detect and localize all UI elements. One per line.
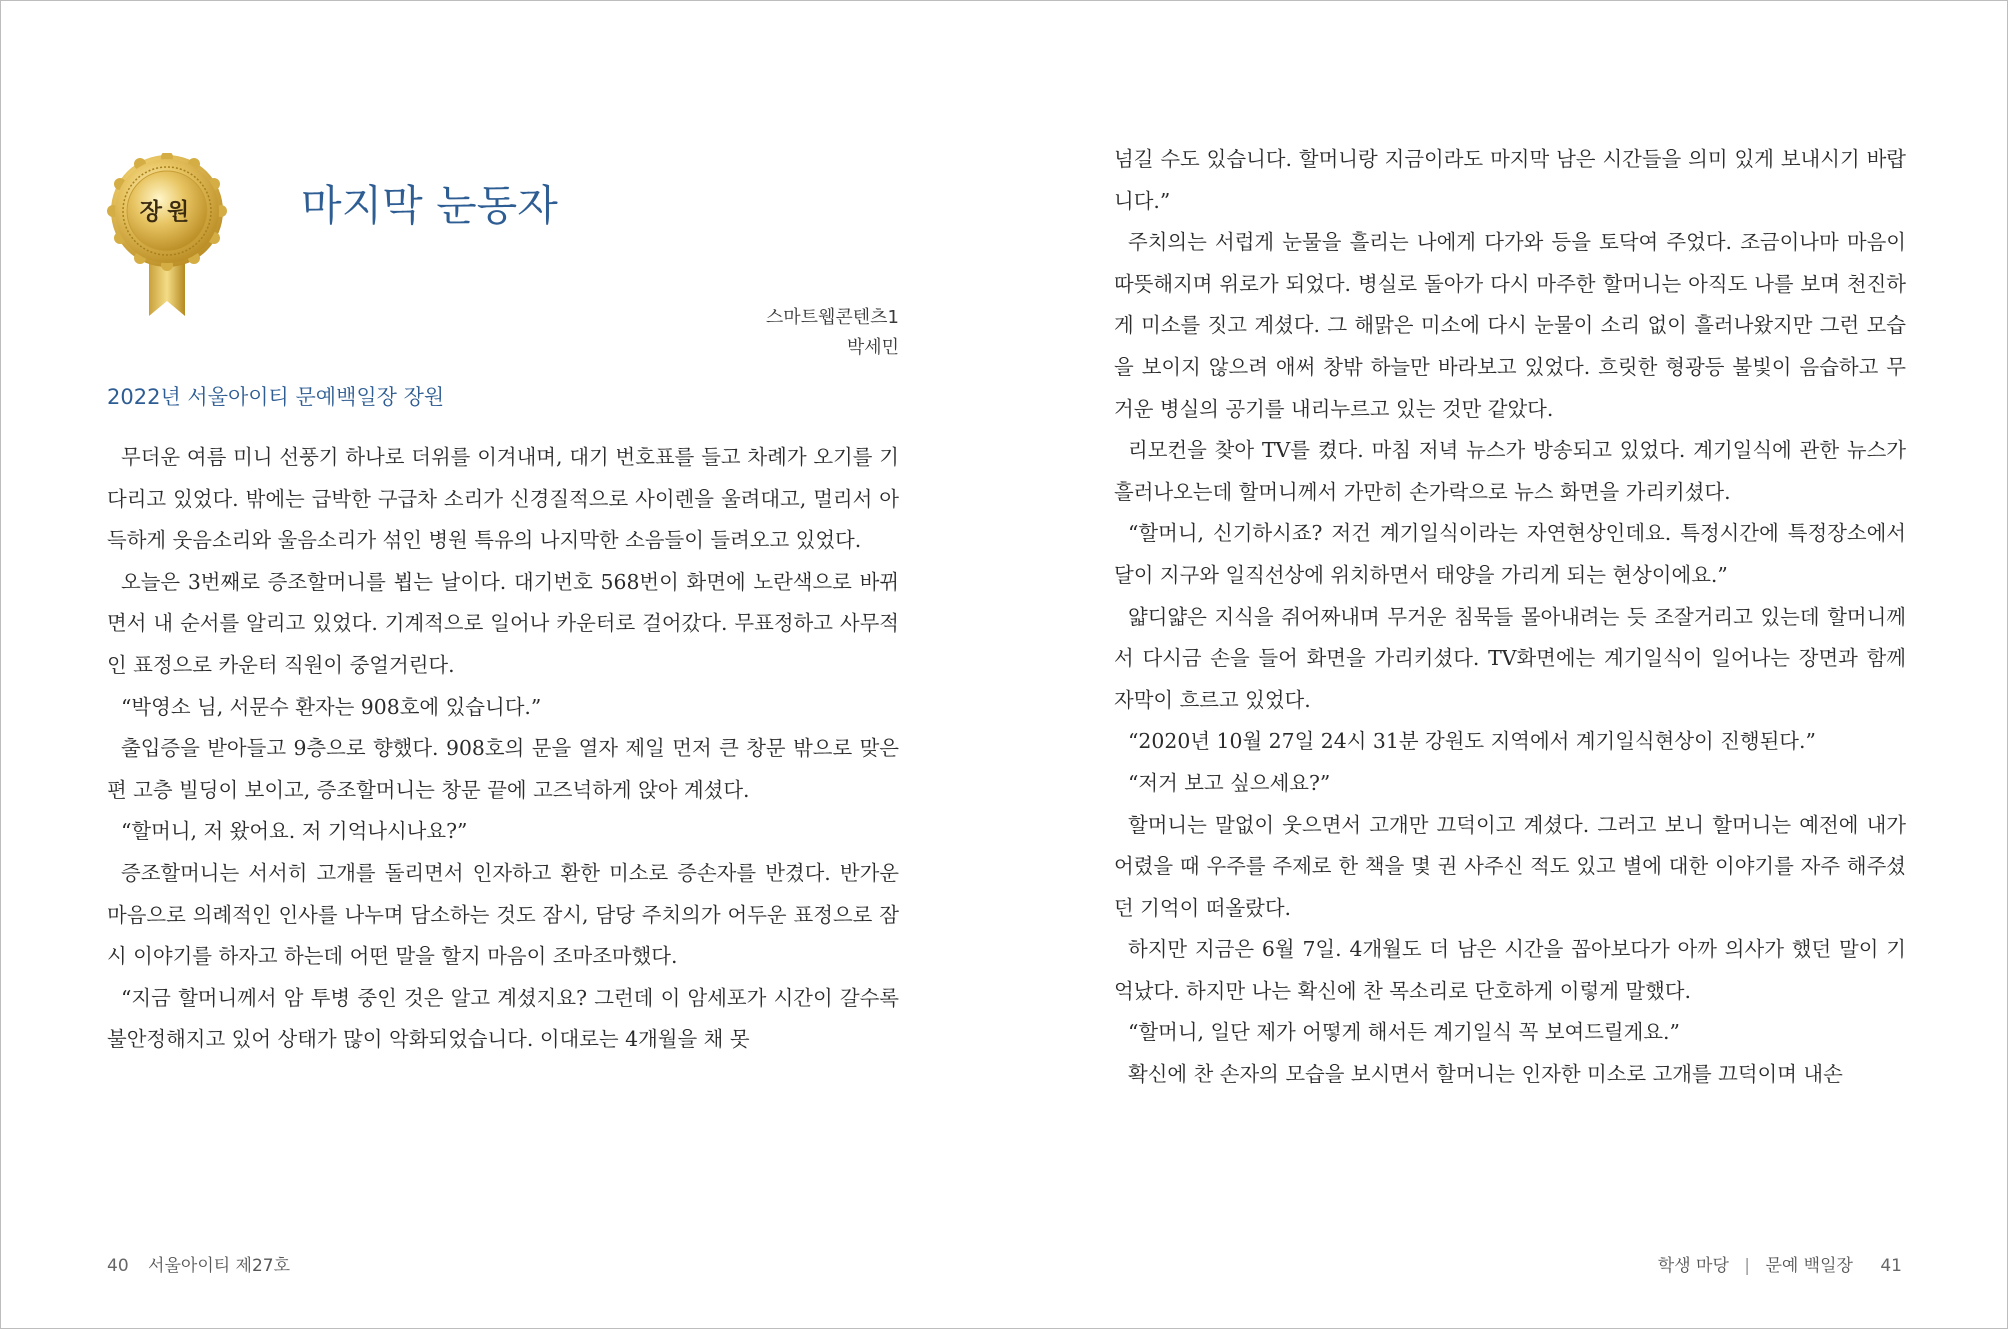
- author-name: 박세민: [846, 337, 899, 358]
- paragraph: “지금 할머니께서 암 투병 중인 것은 알고 계셨지요? 그런데 이 암세포가 시간이 갈수록 불안정해지고 있어 상태가 많이 악화되었습니다. 이대로는 4개월을 채 못: [107, 985, 899, 1052]
- right-body-text: [1114, 139, 1906, 1096]
- page-number: 41: [1880, 1256, 1902, 1276]
- paragraph-continuation: 넘길 수도 있습니다. 할머니랑 지금이라도 마지막 남은 시간들을 의미 있게 보내시기 바랍니다.”: [1114, 147, 1906, 213]
- paragraph: 오늘은 3번째로 증조할머니를 뵙는 날이다. 대기번호 568번이 화면에 노란색으로 바뀌면서 내 순서를 알리고 있었다. 기계적으로 일어나 카운터로 걸어갔다. 무표정하고 사무적인 표정으로 카운터 직원이 중얼거린다.: [107, 569, 899, 677]
- page-number: 40: [107, 1256, 129, 1276]
- award-badge-label: 장원: [139, 199, 195, 225]
- right-footer: [1658, 1251, 1902, 1276]
- subsection-name: 문예 백일장: [1765, 1256, 1853, 1276]
- paragraph: 리모컨을 찾아 TV를 켰다. 마침 저녁 뉴스가 방송되고 있었다. 계기일식에 관한 뉴스가 흘러나오는데 할머니께서 가만히 손가락으로 뉴스 화면을 가리키셨다.: [1114, 438, 1906, 504]
- award-medal-icon: [105, 153, 237, 323]
- paragraph: 무더운 여름 미니 선풍기 하나로 더위를 이겨내며, 대기 번호표를 들고 차례가 오기를 기다리고 있었다. 밖에는 급박한 구급차 소리가 신경질적으로 사이렌을 울려대고, 멀리서 아득하게 웃음소리와 울음소리가 섞인 병원 특유의 나지막한 소음들이 들려오고 있었다.: [107, 445, 899, 553]
- paragraph: 출입증을 받아들고 9층으로 향했다. 908호의 문을 열자 제일 먼저 큰 창문 밖으로 맞은편 고층 빌딩이 보이고, 증조할머니는 창문 끝에 고즈넉하게 앉아 계셨다.: [107, 736, 899, 802]
- paragraph: “할머니, 일단 제가 어떻게 해서든 계기일식 꼭 보여드릴게요.”: [1128, 1020, 1680, 1045]
- paragraph: “할머니, 저 왔어요. 저 기억나시나요?”: [121, 819, 468, 844]
- paragraph: “할머니, 신기하시죠? 저건 계기일식이라는 자연현상인데요. 특정시간에 특정장소에서 달이 지구와 일직선상에 위치하면서 태양을 가리게 되는 현상이에요.”: [1114, 521, 1906, 587]
- paragraph: 하지만 지금은 6월 7일. 4개월도 더 남은 시간을 꼽아보다가 아까 의사가 했던 말이 기억났다. 하지만 나는 확신에 찬 목소리로 단호하게 이렇게 말했다.: [1114, 937, 1906, 1003]
- author-class: 스마트웹콘텐츠1: [765, 307, 899, 328]
- paragraph: 주치의는 서럽게 눈물을 흘리는 나에게 다가와 등을 토닥여 주었다. 조금이나마 마음이 따뜻해지며 위로가 되었다. 병실로 돌아가 다시 마주한 할머니는 아직도 나를 보며 천진하게 미소를 짓고 계셨다. 그 해맑은 미소에 다시 눈물이 소리 없이 흘러나왔지만 그런 모습을 보이지 않으려 애써 창밖 하늘만 바라보고 있었다. 흐릿한 형광등 불빛이 음습하고 무거운 병실의 공기를 내리누르고 있는 것만 같았다.: [1114, 230, 1906, 421]
- section-name: 학생 마당: [1657, 1256, 1729, 1276]
- paragraph: 할머니는 말없이 웃으면서 고개만 끄덕이고 계셨다. 그러고 보니 할머니는 예전에 내가 어렸을 때 우주를 주제로 한 책을 몇 권 사주신 적도 있고 별에 대한 이야기를 자주 해주셨던 기억이 떠올랐다.: [1114, 812, 1906, 920]
- right-page: [1004, 1, 2007, 1328]
- article-subtitle: 2022년 서울아이티 문예백일장 장원: [107, 385, 445, 409]
- paragraph: 증조할머니는 서서히 고개를 돌리면서 인자하고 환한 미소로 증손자를 반겼다. 반가운 마음으로 의례적인 인사를 나누며 담소하는 것도 잠시, 담당 주치의가 어두운 표정으로 잠시 이야기를 하자고 하는데 어떤 말을 할지 마음이 조마조마했다.: [107, 860, 899, 969]
- publication-name: 서울아이티 제27호: [148, 1256, 291, 1276]
- paragraph: “저거 보고 싶으세요?”: [1128, 770, 1331, 795]
- left-body-text: [107, 437, 899, 1061]
- paragraph: “박영소 님, 서문수 환자는 908호에 있습니다.”: [121, 694, 542, 719]
- paragraph: 얇디얇은 지식을 쥐어짜내며 무거운 침묵들 몰아내려는 듯 조잘거리고 있는데 할머니께서 다시금 손을 들어 화면을 가리키셨다. TV화면에는 계기일식이 일어나는 장면과 함께 자막이 흐르고 있었다.: [1114, 604, 1906, 712]
- paragraph: 확신에 찬 손자의 모습을 보시면서 할머니는 인자한 미소로 고개를 끄덕이며 내손: [1128, 1062, 1843, 1087]
- article-title: 마지막 눈동자: [301, 181, 558, 230]
- left-page: [1, 1, 1004, 1328]
- left-footer: [107, 1251, 290, 1276]
- footer-separator: |: [1744, 1256, 1751, 1276]
- paragraph: “2020년 10월 27일 24시 31분 강원도 지역에서 계기일식현상이 진행된다.”: [1128, 729, 1816, 754]
- author-block: [766, 303, 899, 363]
